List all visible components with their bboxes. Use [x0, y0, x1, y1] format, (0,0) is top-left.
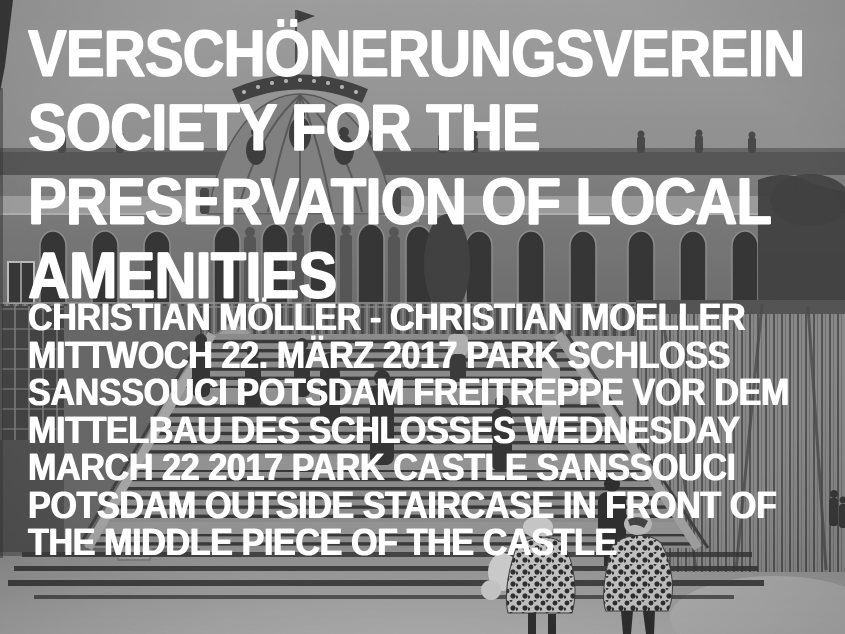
caption-line-1: CHRISTIAN MÖLLER - CHRISTIAN MOELLER [28, 297, 746, 339]
headline [28, 16, 845, 312]
headline-line-4: AMENITIES [28, 238, 337, 312]
caption-line-4: MITTELBAU DES SCHLOSSES WEDNESDAY [28, 409, 740, 452]
headline-line-3: PRESERVATION OF LOCAL [28, 164, 772, 238]
caption-line-5: MARCH 22 2017 PARK CASTLE SANSSOUCI [28, 447, 736, 489]
caption [28, 297, 845, 564]
caption-line-2: MITTWOCH 22. MÄRZ 2017 PARK SCHLOSS [28, 334, 730, 377]
caption-line-7: THE MIDDLE PIECE OF THE CASTLE [28, 522, 617, 564]
caption-line-6: POTSDAM OUTSIDE STAIRCASE IN FRONT OF [28, 484, 777, 527]
headline-line-2: SOCIETY FOR THE [28, 90, 540, 164]
headline-line-1: VERSCHÖNERUNGSVEREIN [28, 16, 805, 90]
caption-line-3: SANSSOUCI POTSDAM FREITREPPE VOR DEM [28, 372, 789, 414]
